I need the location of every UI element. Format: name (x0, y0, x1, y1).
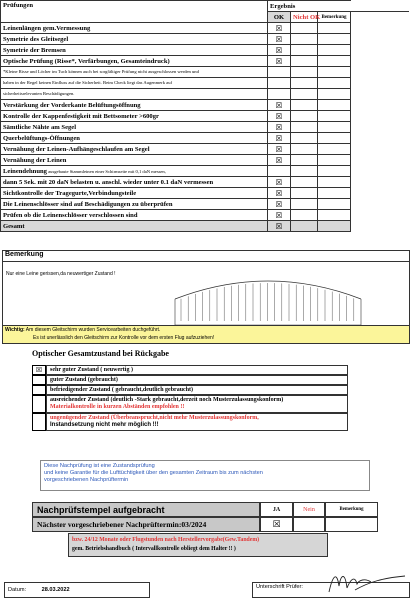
check-remark-cell (318, 23, 351, 34)
check-label-text: Symetrie des Gleitsegel (3, 35, 69, 43)
check-notok-cell (291, 23, 318, 34)
check-blank (351, 144, 409, 155)
condition-row (46, 413, 348, 431)
check-ok-cell (268, 166, 291, 177)
check-label-text: Kontrolle der Kappenfestigkeit mit Bettsometer >600gr (3, 112, 159, 120)
check-notok-cell (291, 199, 318, 210)
check-label-text: Optische Prüfung (Risse*, Verfärbungen, Gesamteindruck) (3, 57, 170, 65)
check-blank (351, 78, 409, 89)
check-blank (351, 56, 409, 67)
stamp-rule-box (68, 533, 328, 557)
stamp-remark-header: Bemerkung (325, 502, 378, 517)
note-box (40, 460, 370, 491)
check-label (1, 122, 268, 133)
condition-text-2: Materialkontrolle in kurzen Abständen empfohlen !! (50, 404, 185, 410)
check-row (1, 67, 409, 78)
check-notok-cell (291, 111, 318, 122)
condition-text: sehr guter Zustand ( neuwertig ) (50, 367, 133, 373)
check-label (1, 100, 268, 111)
stamp-ja-header: JA (260, 502, 293, 517)
check-label (1, 56, 268, 67)
check-blank (351, 133, 409, 144)
check-row (1, 199, 409, 210)
condition-text: ungenügender Zustand (Überbeansprucht,nicht mehr Musterzulassungskonform, (50, 415, 259, 421)
paraglider-sketch (171, 269, 365, 327)
warning-banner (3, 325, 409, 343)
check-ok-cell (268, 78, 291, 89)
check-label-text: Sichtkontrolle der Tragegurte,Verbindungsteile (3, 189, 137, 197)
check-blank (351, 188, 409, 199)
check-ok-cell: ☒ (268, 155, 291, 166)
check-row (1, 100, 409, 111)
stamp-title: Nachprüfstempel aufgebracht (32, 502, 260, 517)
col-remark: Bemerkung (318, 12, 351, 23)
check-label-text: Symetrie der Bremsen (3, 46, 66, 54)
check-label-text: Leinendehnung (3, 167, 47, 175)
check-remark-cell (318, 188, 351, 199)
check-label (1, 111, 268, 122)
condition-row (46, 365, 348, 375)
check-notok-cell (291, 56, 318, 67)
check-ok-cell: ☒ (268, 23, 291, 34)
check-blank (351, 67, 409, 78)
stamp-ja-mark: ☒ (260, 517, 293, 532)
check-label-text: Vernähung der Leinen-Aufhängeschlaufen am Segel (3, 145, 150, 153)
check-remark-cell (318, 56, 351, 67)
result-group-header: Ergebnis (268, 1, 351, 12)
check-notok-cell (291, 122, 318, 133)
check-remark-cell (318, 34, 351, 45)
date-label: Datum: (8, 587, 27, 593)
check-ok-cell: ☒ (268, 34, 291, 45)
check-ok-cell: ☒ (268, 45, 291, 56)
remark-text: Nur eine Leine gerissen,da neuwertiger Zustand ! (6, 271, 116, 277)
check-row (1, 34, 409, 45)
check-blank (351, 111, 409, 122)
condition-checkbox (32, 395, 46, 413)
col-not-ok: Nicht OK (291, 12, 318, 23)
check-label (1, 67, 268, 78)
check-row (1, 122, 409, 133)
check-blank (351, 221, 409, 232)
check-label (1, 210, 268, 221)
col-ok: OK (268, 12, 291, 23)
check-ok-cell: ☒ (268, 177, 291, 188)
condition-row (46, 375, 348, 385)
check-remark-cell (318, 45, 351, 56)
check-row (1, 56, 409, 67)
stamp-section (32, 502, 378, 532)
condition-text-2: Instandsetzung nicht mehr möglich !!! (50, 422, 159, 428)
check-ok-cell: ☒ (268, 188, 291, 199)
check-label (1, 34, 268, 45)
condition-title: Optischer Gesamtzustand bei Rückgabe (32, 349, 169, 358)
check-notok-cell (291, 34, 318, 45)
checklist-table (0, 0, 409, 232)
check-row (1, 188, 409, 199)
check-row (1, 89, 409, 100)
check-label (1, 188, 268, 199)
condition-checkbox: ☒ (32, 365, 46, 375)
condition-row (46, 395, 348, 413)
check-blank (351, 122, 409, 133)
check-ok-cell (268, 67, 291, 78)
check-label-text: Prüfen ob die Leinenschlösser verschlossen sind (3, 211, 138, 219)
check-notok-cell (291, 100, 318, 111)
check-label-text: haben in der Regel keinen Einfluss auf die Sicherheit. Beim Check liegt das Augenmerk auf (3, 80, 173, 85)
header-blank (351, 1, 409, 12)
check-blank (351, 34, 409, 45)
check-notok-cell (291, 188, 318, 199)
condition-text: ausreichender Zustand (deutlich -Stark gebraucht,derzeit noch Musterzulassungskonform) (50, 397, 284, 403)
remark-title: Bemerkung (5, 251, 44, 258)
stamp-nein-cell (293, 517, 325, 532)
check-notok-cell (291, 78, 318, 89)
check-notok-cell (291, 133, 318, 144)
check-row (1, 78, 409, 89)
check-label-text: *Kleine Risse und Löcher im Tuch können auch bei sorgfältiger Prüfung nicht ausgeschlossen werden und (3, 69, 199, 74)
check-remark-cell (318, 177, 351, 188)
check-label (1, 144, 268, 155)
check-label-text: Vernähung der Leinen (3, 156, 67, 164)
check-label-tail: ausgebaute Stammleinen einer Schirmseite mit 0,1 daN messen, (46, 168, 166, 174)
check-row (1, 210, 409, 221)
condition-text: guter Zustand (gebraucht) (50, 377, 118, 383)
note-line3: vorgeschriebenen Nachprüftermin (44, 477, 129, 483)
check-label (1, 221, 268, 232)
check-label (1, 45, 268, 56)
warning-label: Wichtig: (5, 327, 25, 333)
check-notok-cell (291, 144, 318, 155)
check-label-text: Querbelüftungs-Öffnungen (3, 134, 80, 142)
check-notok-cell (291, 89, 318, 100)
check-blank (351, 23, 409, 34)
check-label (1, 166, 268, 177)
condition-checkbox (32, 413, 46, 431)
check-row (1, 144, 409, 155)
check-remark-cell (318, 89, 351, 100)
check-row (1, 111, 409, 122)
check-remark-cell (318, 100, 351, 111)
check-row (1, 133, 409, 144)
check-label-text: Gesamt (3, 222, 25, 230)
check-remark-cell (318, 155, 351, 166)
check-ok-cell: ☒ (268, 100, 291, 111)
check-label (1, 177, 268, 188)
check-ok-cell: ☒ (268, 122, 291, 133)
check-blank (351, 89, 409, 100)
header-blank-2 (351, 12, 409, 23)
condition-checkbox (32, 375, 46, 385)
condition-checkbox (32, 385, 46, 395)
check-blank (351, 166, 409, 177)
date-value: 28.03.2022 (41, 587, 70, 593)
check-blank (351, 100, 409, 111)
check-label-text: sicherheitsrelevanten Beschädigungen. (3, 91, 75, 96)
check-remark-cell (318, 133, 351, 144)
check-notok-cell (291, 67, 318, 78)
check-label (1, 133, 268, 144)
check-ok-cell: ☒ (268, 210, 291, 221)
check-ok-cell: ☒ (268, 221, 291, 232)
check-ok-cell: ☒ (268, 199, 291, 210)
remark-divider (3, 261, 409, 262)
checklist-title: Prüfungen (1, 1, 268, 23)
check-row (1, 45, 409, 56)
check-ok-cell: ☒ (268, 144, 291, 155)
check-ok-cell (268, 89, 291, 100)
check-row (1, 155, 409, 166)
stamp-next-date: Nächster vorgeschriebener Nachprüftermin:03/2024 (32, 517, 260, 532)
remark-box (2, 250, 410, 344)
check-remark-cell (318, 144, 351, 155)
check-notok-cell (291, 177, 318, 188)
stamp-remark-cell (325, 517, 378, 532)
check-row (1, 221, 409, 232)
check-row (1, 177, 409, 188)
check-remark-cell (318, 111, 351, 122)
condition-row (46, 385, 348, 395)
check-label-text: dann 5 Sek. mit 20 daN belasten u. anschl. wieder unter 0.1 daN vermessen (3, 178, 214, 186)
check-label-text: Verstärkung der Vorderkante Belüftungsöffnung (3, 101, 141, 109)
check-notok-cell (291, 45, 318, 56)
check-blank (351, 210, 409, 221)
check-blank (351, 199, 409, 210)
warning-line1: Am diesem Gleitschirm wurden Servicearbeiten duchgeführt. (24, 327, 161, 333)
check-remark-cell (318, 221, 351, 232)
note-line1: Diese Nachprüfung ist eine Zustandsprüfung (44, 463, 155, 469)
check-remark-cell (318, 122, 351, 133)
check-notok-cell (291, 166, 318, 177)
check-remark-cell (318, 166, 351, 177)
check-notok-cell (291, 221, 318, 232)
check-remark-cell (318, 199, 351, 210)
check-label (1, 23, 268, 34)
signature-label: Unterschrift Prüfer: (256, 584, 303, 590)
check-label (1, 78, 268, 89)
check-row (1, 23, 409, 34)
check-notok-cell (291, 210, 318, 221)
date-box (4, 582, 150, 598)
warning-line2: Es ist unerlässlich den Gleitschirm zur Kontrolle vor dem ersten Flug aufzuziehen! (33, 335, 215, 341)
check-ok-cell: ☒ (268, 133, 291, 144)
stamp-rule-line2: gem. Betriebshandbuch ( Intervallkontrolle obliegt dem Halter !! ) (72, 546, 236, 552)
check-remark-cell (318, 210, 351, 221)
check-label (1, 155, 268, 166)
check-label-text: Sämtliche Nähte am Segel (3, 123, 77, 131)
check-notok-cell (291, 155, 318, 166)
check-blank (351, 177, 409, 188)
stamp-nein-header: Nein (293, 502, 325, 517)
check-label-text: Die Leinenschlösser sind auf Beschädigungen zu überprüfen (3, 200, 173, 208)
check-blank (351, 45, 409, 56)
check-label-text: Leinenlängen gem.Vermessung (3, 24, 91, 32)
signature-scribble (325, 570, 409, 596)
check-ok-cell: ☒ (268, 111, 291, 122)
check-ok-cell: ☒ (268, 56, 291, 67)
condition-text: befriedigender Zustand ( gebraucht,deutlich gebraucht) (50, 387, 194, 393)
check-remark-cell (318, 67, 351, 78)
note-line2: und keine Garantie für die Lufttüchtigkeit über den gesamten Zeitraum bis zum nächsten (44, 470, 263, 476)
check-remark-cell (318, 78, 351, 89)
check-blank (351, 155, 409, 166)
check-label (1, 199, 268, 210)
check-label (1, 89, 268, 100)
check-row (1, 166, 409, 177)
stamp-rule-line1: bzw. 24/12 Monate oder Flugstunden nach Herstellervorgabe(Gew.Tandem) (72, 537, 260, 543)
